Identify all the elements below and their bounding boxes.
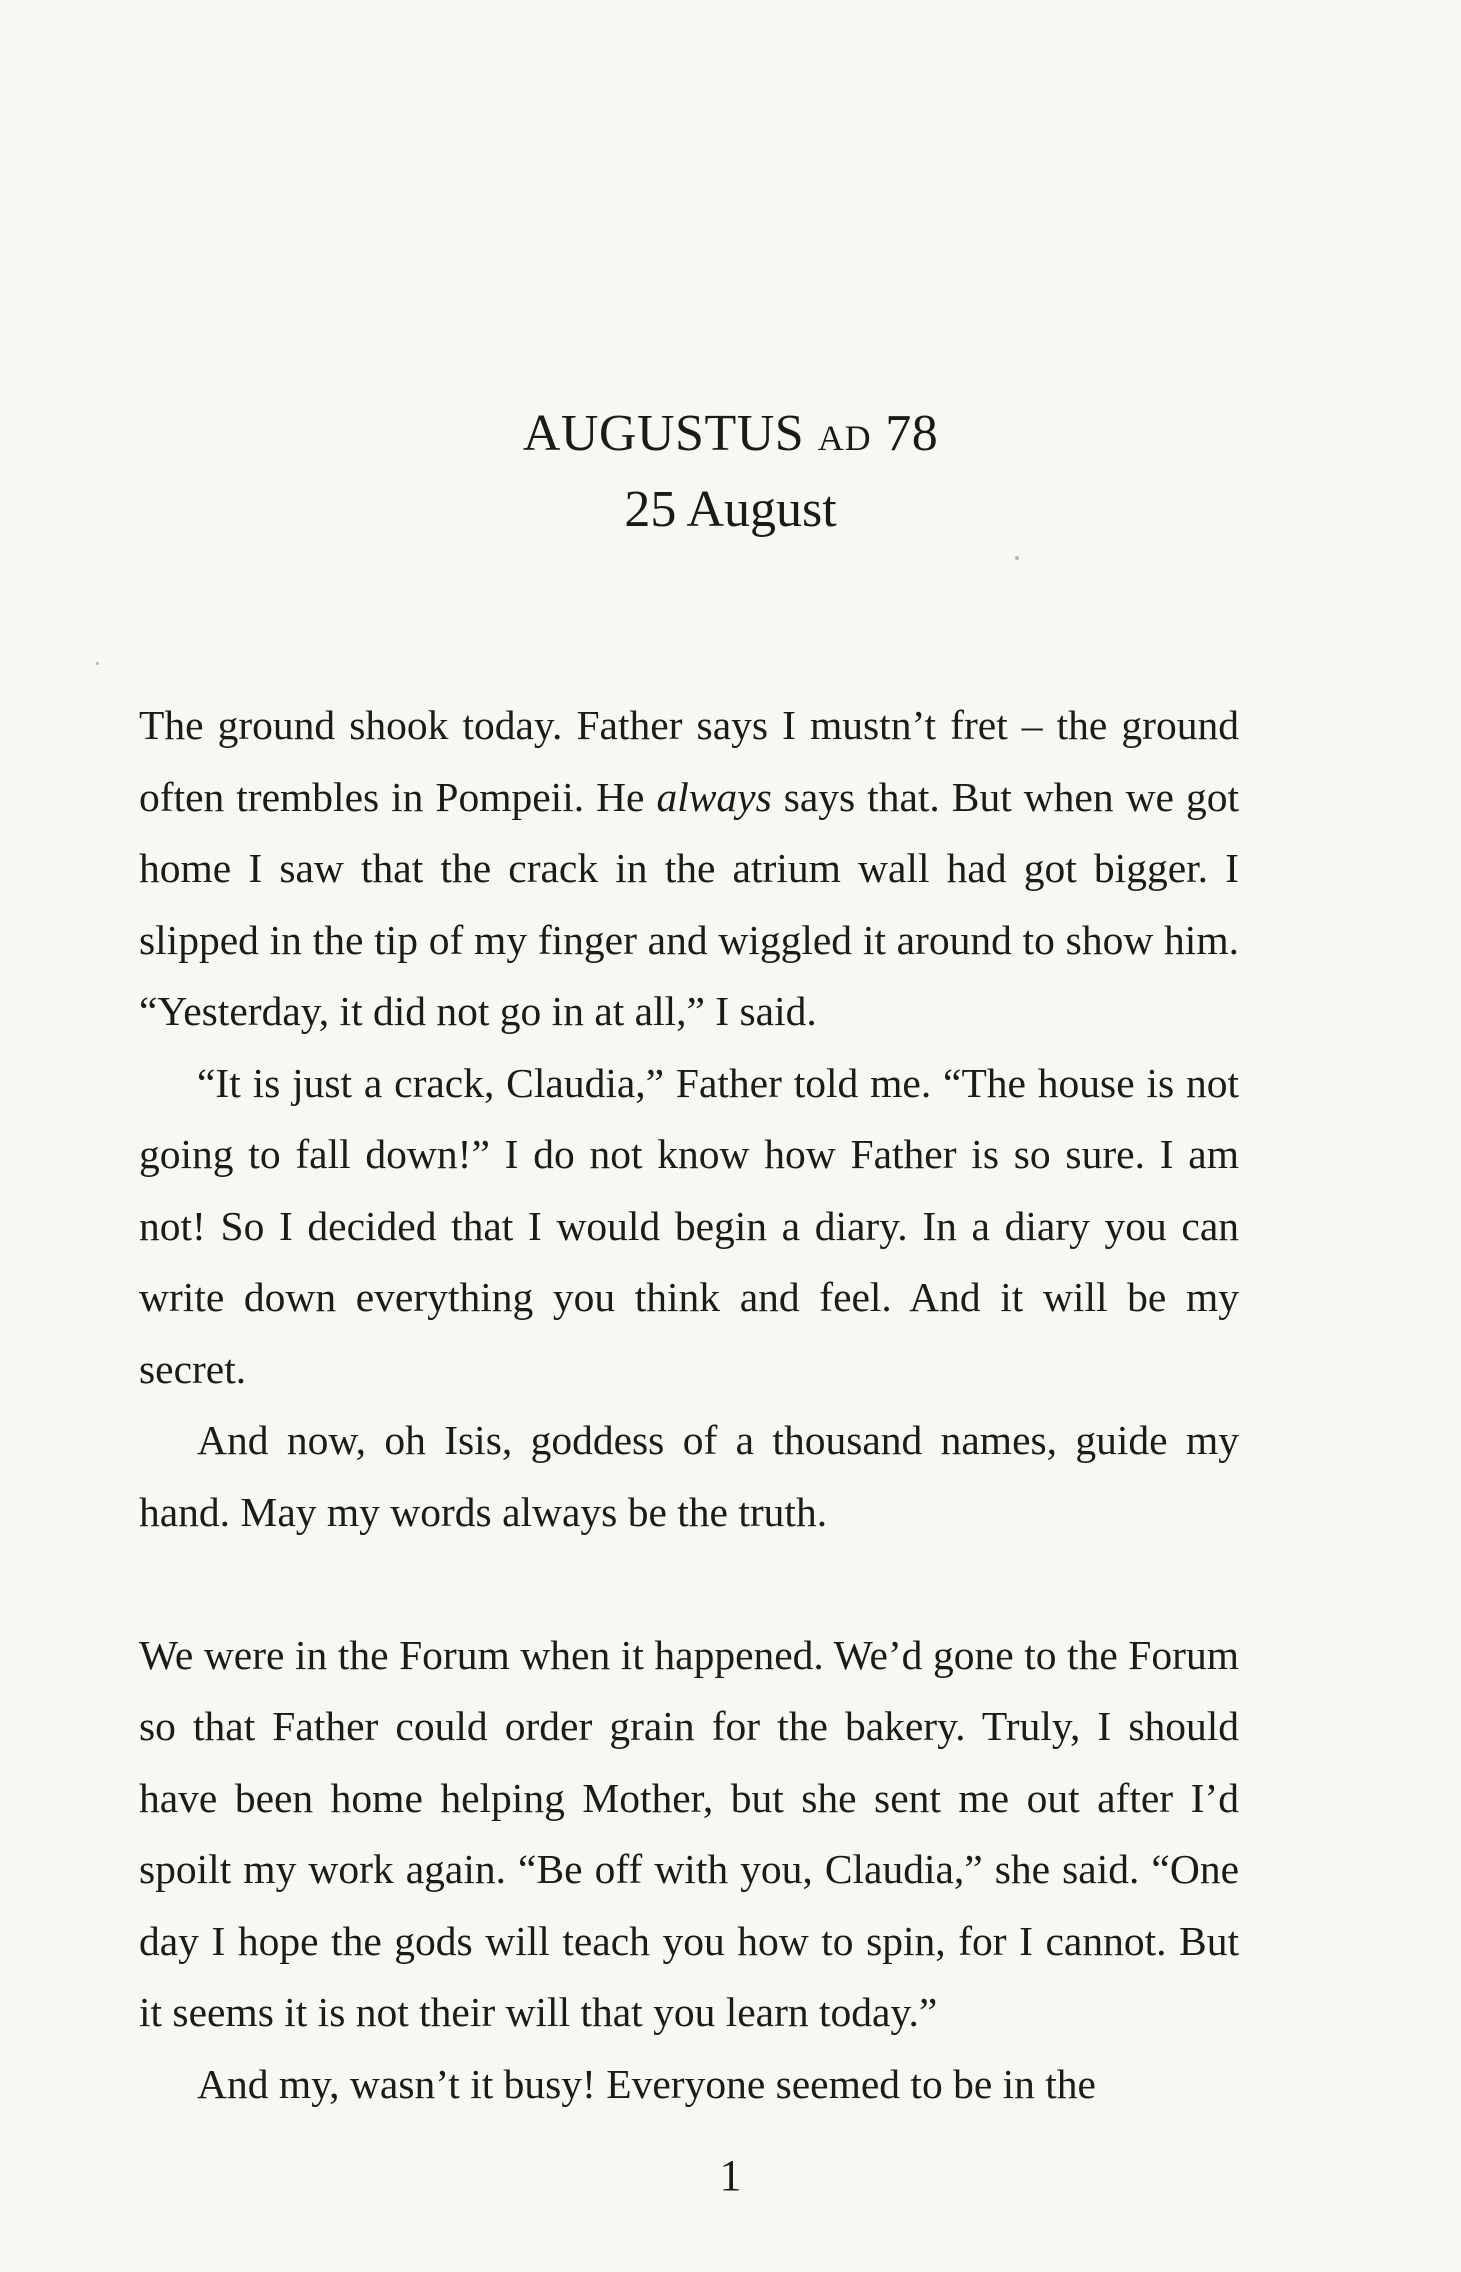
paper-speck (1015, 556, 1019, 560)
chapter-title-name: AUGUSTUS (522, 405, 805, 462)
entry-date: 25 August (624, 481, 837, 538)
emphasized-word: always (656, 773, 772, 820)
chapter-title (0, 398, 1461, 474)
paragraph: “It is just a crack, Claudia,” Father told me. “The house is not going to fall down!” I do not know how Father is so sure. I am not! So I decided that I would begin a diary. In a diary you can write down everything you think and feel. And it will be my secret. (139, 1059, 1239, 1392)
diary-text (139, 690, 1239, 2120)
paragraph-text: The ground shook today. Father says I mustn’t fret – the ground often trembles in Pompeii. He (139, 702, 1239, 820)
paragraph: We were in the Forum when it happened. We’d gone to the Forum so that Father could order grain for the bakery. Truly, I should have been home helping Mother, but she sent me out after I’d spoilt my work again. “Be off with you, Claudia,” she said. “One day I hope the gods will teach you how to spin, for I cannot. But it seems it is not their will that you learn today.” (139, 1631, 1239, 2035)
chapter-heading (0, 398, 1461, 546)
paragraph: And now, oh Isis, goddess of a thousand names, guide my hand. May my words always be the truth. (139, 1417, 1239, 1535)
chapter-title-year: 78 (885, 405, 939, 462)
paragraph (139, 690, 1239, 1048)
paragraph-text: says that. But when we got home I saw that the crack in the atrium wall had got bigger. I slipped in the tip of my finger and wiggled it around to show him. “Yesterday, it did not go in at all,” I said. (139, 773, 1239, 1034)
paragraph: And my, wasn’t it busy! Everyone seemed to be in the (197, 2060, 1096, 2107)
chapter-title-era: AD (817, 418, 872, 458)
page-number: 1 (719, 2151, 742, 2200)
paper-speck (96, 662, 99, 665)
